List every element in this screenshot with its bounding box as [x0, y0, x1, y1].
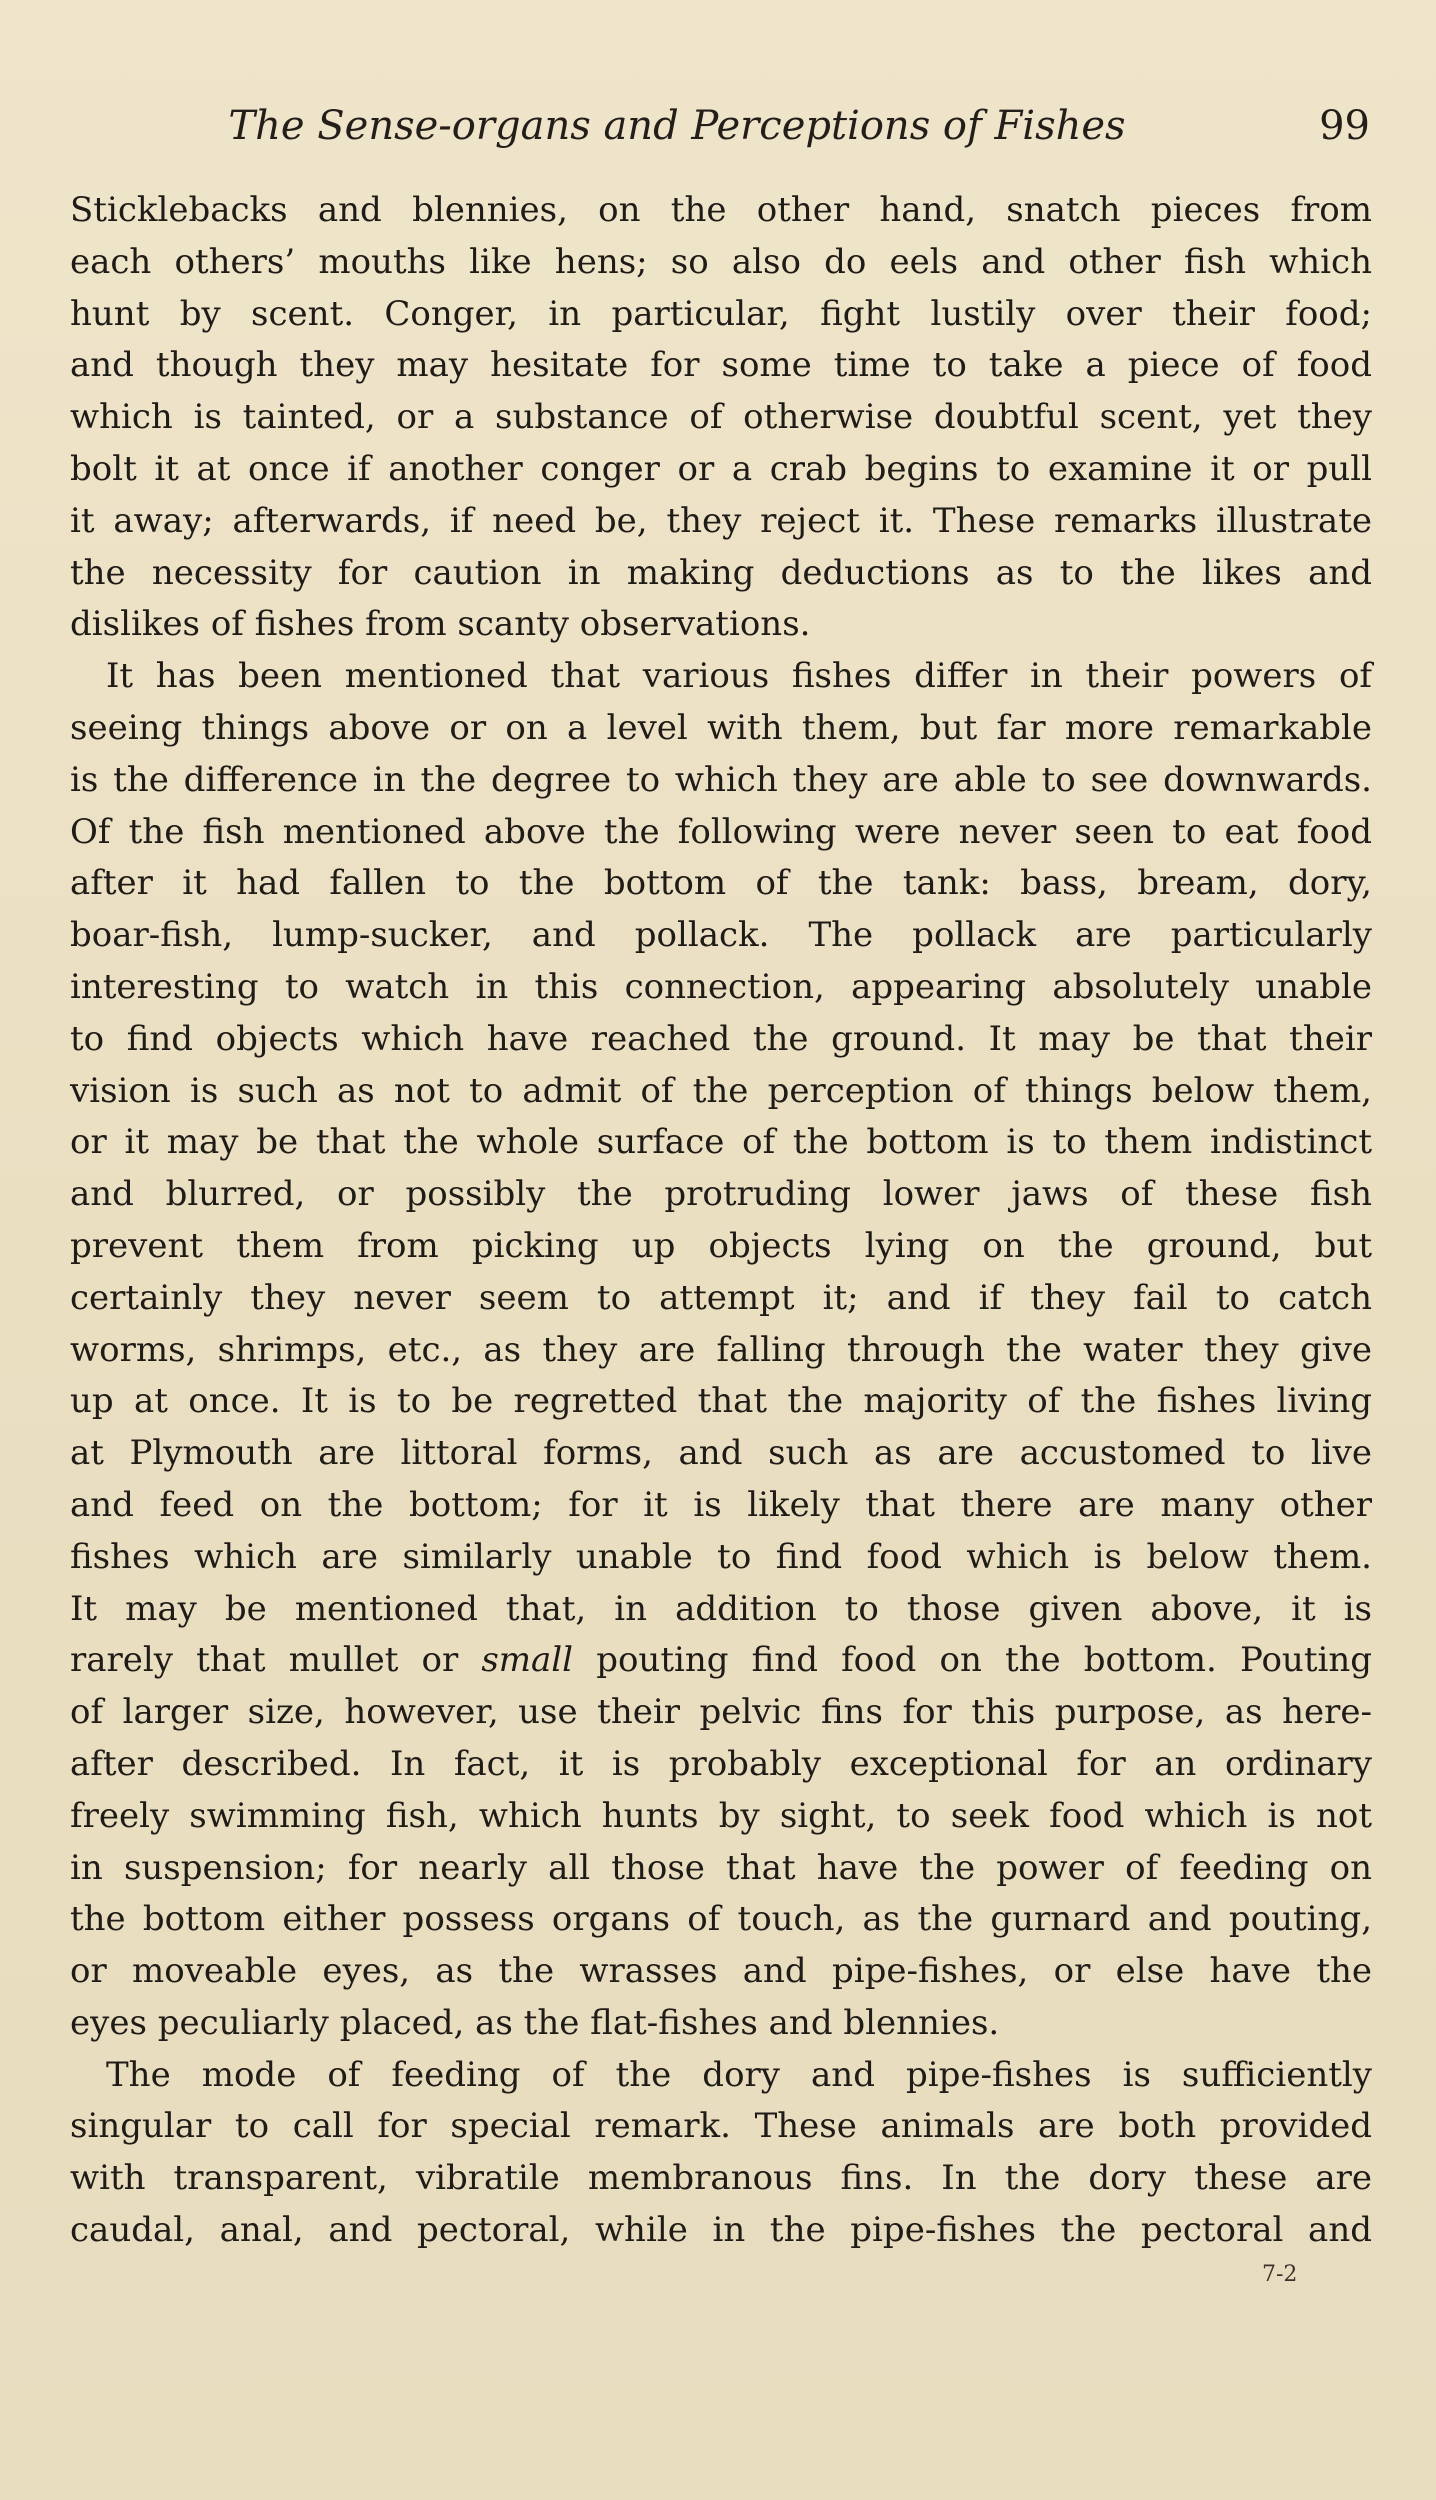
text-line: seeing things above or on a level with them, but far more remarkable — [70, 707, 1372, 748]
text-line: of larger size, however, use their pelvic fins for this purpose, as here- — [70, 1692, 1372, 1733]
text-line: worms, shrimps, etc., as they are falling through the water they give — [70, 1329, 1372, 1370]
emphasized-word: small — [481, 1640, 574, 1681]
text-line: after described. In fact, it is probably exceptional for an ordinary — [70, 1743, 1372, 1784]
text-line: and feed on the bottom; for it is likely that there are many other — [70, 1484, 1372, 1525]
text-segment: rarely that mullet or — [70, 1640, 459, 1681]
text-line: up at once. It is to be regretted that the majority of the fishes living — [70, 1381, 1372, 1422]
text-line: or moveable eyes, as the wrasses and pipe-fishes, or else have the — [70, 1951, 1372, 1992]
text-line: boar-fish, lump-sucker, and pollack. The pollack are particularly — [70, 915, 1372, 956]
text-line: to find objects which have reached the ground. It may be that their — [70, 1018, 1372, 1059]
text-line: and blurred, or possibly the protruding lower jaws of these fish — [70, 1174, 1372, 1215]
text-line: in suspension; for nearly all those that have the power of feeding on — [70, 1847, 1372, 1888]
text-line: It has been mentioned that various fishes differ in their powers of — [106, 656, 1372, 697]
text-line: after it had fallen to the bottom of the tank: bass, bream, dory, — [70, 863, 1372, 904]
text-line: prevent them from picking up objects lying on the ground, but — [70, 1225, 1372, 1266]
text-line: freely swimming fish, which hunts by sight, to seek food which is not — [70, 1795, 1372, 1836]
text-line: It may be mentioned that, in addition to those given above, it is — [70, 1588, 1372, 1629]
running-head: The Sense-organs and Perceptions of Fishes — [228, 103, 1126, 149]
body-text — [70, 185, 1372, 2257]
text-line: eyes peculiarly placed, as the flat-fishes and blennies. — [70, 2002, 1000, 2043]
text-segment: pouting find food on the bottom. Pouting — [596, 1640, 1373, 1681]
text-line: Of the fish mentioned above the following were never seen to eat food — [70, 811, 1372, 852]
text-line-with-emphasis — [70, 1635, 1372, 1687]
text-line: or it may be that the whole surface of the bottom is to them indistinct — [70, 1122, 1372, 1163]
text-line: at Plymouth are littoral forms, and such as are accustomed to live — [70, 1433, 1372, 1474]
page-header — [74, 96, 1370, 156]
text-line: interesting to watch in this connection, appearing absolutely unable — [70, 966, 1372, 1007]
text-line: each others’ mouths like hens; so also do eels and other fish which — [70, 241, 1372, 282]
text-line: which is tainted, or a substance of otherwise doubtful scent, yet they — [70, 397, 1372, 438]
text-line: is the difference in the degree to which they are able to see downwards. — [70, 759, 1372, 800]
text-line: caudal, anal, and pectoral, while in the pipe-fishes the pectoral and — [70, 2210, 1372, 2251]
text-line: it away; afterwards, if need be, they reject it. These remarks illustrate — [70, 500, 1372, 541]
text-line: hunt by scent. Conger, in particular, fight lustily over their food; — [70, 293, 1372, 334]
signature-mark: 7-2 — [1262, 2262, 1298, 2287]
text-line: The mode of feeding of the dory and pipe-fishes is sufficiently — [106, 2054, 1372, 2095]
text-line: the necessity for caution in making deductions as to the likes and — [70, 552, 1372, 593]
text-line: vision is such as not to admit of the perception of things below them, — [70, 1070, 1372, 1111]
text-line: the bottom either possess organs of touch, as the gurnard and pouting, — [70, 1899, 1372, 1940]
text-line: bolt it at once if another conger or a crab begins to examine it or pull — [70, 448, 1372, 489]
text-line: fishes which are similarly unable to find food which is below them. — [70, 1536, 1372, 1577]
text-line: singular to call for special remark. These animals are both provided — [70, 2106, 1372, 2147]
text-line: dislikes of fishes from scanty observations. — [70, 604, 811, 645]
page-number: 99 — [1319, 103, 1370, 149]
text-line: certainly they never seem to attempt it; and if they fail to catch — [70, 1277, 1372, 1318]
text-line: Sticklebacks and blennies, on the other hand, snatch pieces from — [70, 190, 1372, 230]
text-line: with transparent, vibratile membranous fins. In the dory these are — [70, 2158, 1372, 2199]
text-line: and though they may hesitate for some time to take a piece of food — [70, 345, 1372, 386]
